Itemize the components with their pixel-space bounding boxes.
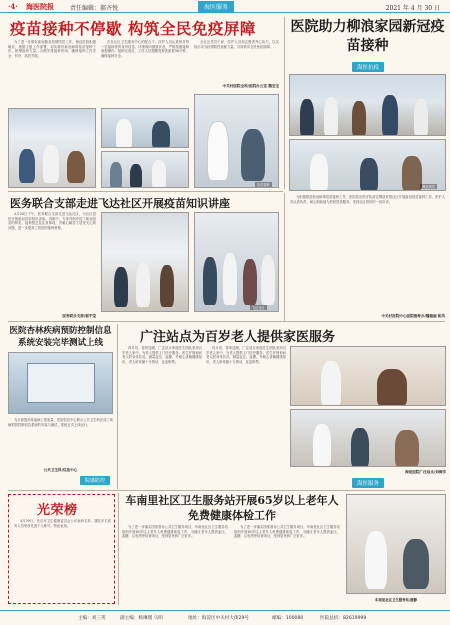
screen-shape <box>27 363 95 403</box>
article2-photo-label: 柳浪家园 <box>422 185 435 189</box>
photo-figure <box>223 253 237 305</box>
article1-photo-nurse <box>194 94 279 188</box>
article4-title: 医院杏林疾病预防控制信息系统安装完毕测试上线 <box>9 326 112 348</box>
article5-tag: 海医服务 <box>352 478 384 488</box>
page-footer <box>0 610 450 625</box>
page-number: ·4· <box>8 2 18 11</box>
article1-title: 疫苗接种不停歇 构筑全民免疫屏障 <box>10 19 256 38</box>
photo-figure <box>360 158 378 191</box>
article7-col1: 为了进一步落实国家基本公共卫生服务项目，车南里社区卫生服务站组织开展65岁以上老年人免费健康体检工作，为辖区老年人提供血压、血糖、心电图等检查项目，受到居民的广泛好评。 <box>122 525 228 539</box>
article4-body: 为全面提高传染病上报质量，医院信息中心联合公共卫生科完成了疾病预防控制信息系统的安装与测试，系统正式上线运行。 <box>8 418 113 427</box>
article2-body: 为积极推进新冠病毒疫苗接种工作，医院派出医疗队前往柳浪家园社区开展新冠疫苗接种工作。医护人员认真负责，耐心细致地为居民提供服务，受到社区居民的一致好评。 <box>290 195 445 204</box>
photo-figure <box>321 361 341 406</box>
article5-col1: 四月初，春风送暖，广注站点家庭医生团队来到百岁老人家中，为老人提供上门医疗服务。医生仔细询问老人的身体状况，测量血压、血糖，并耐心讲解健康知识，老人和家属十分感动，连连称赞。 <box>122 346 202 364</box>
photo-figure <box>19 149 35 183</box>
photo-figure <box>203 257 217 305</box>
photo-figure <box>136 263 150 307</box>
article4-photo-software <box>8 352 113 414</box>
footer-phone: 医院总机：82619999 <box>320 616 367 621</box>
article1-photo-doctor <box>101 108 189 148</box>
article7-photo-checkup <box>346 494 446 594</box>
footer-address: 地址：海淀区中关村大街29号 <box>188 616 249 621</box>
column-divider <box>118 493 119 605</box>
column-divider <box>117 324 118 489</box>
article2-title: 医院助力柳浪家园新冠疫苗接种 <box>290 19 445 54</box>
article5-title: 广注站点为百岁老人提供家医服务 <box>140 330 336 345</box>
article1-photo-label: 疫苗接种 <box>257 183 270 187</box>
section-divider <box>8 321 445 322</box>
footer-deputy-editor: 副主编：杨琳瑾 马明 <box>120 616 163 621</box>
article3-photo-label: 飞达社区 <box>252 306 265 310</box>
article5-col2: 四月初，春风送暖，广注站点家庭医生团队来到百岁老人家中，为老人提供上门医疗服务。医生仔细询问老人的身体状况，测量血压、血糖，并耐心讲解健康知识，老人和家属十分感动，连连称赞。 <box>206 346 286 364</box>
article1-col2: 在各社区卫生服务中心的配合下，医护人员认真核对每一位接种者的身份信息，详细询问健康状况，严格按照接种流程操作。接种完成后，工作人员提醒受种者留观30分钟，确保接种安全。 <box>101 40 189 58</box>
page-header <box>0 0 450 13</box>
photo-figure <box>152 121 170 148</box>
column-badge: 海医服务 <box>198 1 234 12</box>
article4-credit: 公共卫生科/信息中心 <box>43 468 78 472</box>
photo-figure <box>152 160 166 188</box>
photo-figure <box>403 539 429 589</box>
column-divider <box>284 17 285 189</box>
article3-photo-lecture <box>101 212 189 312</box>
article3-title: 医务联合支部走进飞达社区开展疫苗知识讲座 <box>10 197 230 210</box>
photo-figure <box>67 151 85 183</box>
photo-figure <box>352 101 366 136</box>
photo-figure <box>365 531 387 589</box>
photo-figure <box>395 430 419 467</box>
editor-line: 责任编辑：郝齐悦 <box>70 4 119 12</box>
section-divider <box>8 490 445 491</box>
photo-figure <box>43 145 59 183</box>
issue-date: 2021 年 4 月 30 日 <box>385 4 440 12</box>
honor-roll-body: 4月29日，北京市卫生健康委员会公布表彰名单，我院多名医务人员荣获先进个人称号，特此表扬。 <box>14 519 111 528</box>
photo-figure <box>241 129 265 181</box>
honor-roll-box <box>8 494 115 604</box>
column-divider <box>284 193 285 321</box>
article7-col2: 为了进一步落实国家基本公共卫生服务项目，车南里社区卫生服务站组织开展65岁以上老年人免费健康体检工作，为辖区老年人提供血压、血糖、心电图等检查项目，受到居民的广泛好评。 <box>234 525 340 539</box>
article1-photo-hall <box>8 108 96 188</box>
photo-figure <box>300 99 314 136</box>
newspaper-name: 海医院报 <box>26 2 54 11</box>
article3-body: 4月20日下午，医务联合支部走进飞达社区，为社区居民开展新冠疫苗知识讲座。讲座中，专家详细介绍了新冠疫苗的种类、接种禁忌及注意事项，并耐心解答了居民关心的问题，进一步提高了居民的接种意愿。 <box>8 212 96 230</box>
photo-figure <box>207 121 229 181</box>
photo-figure <box>402 156 422 191</box>
photo-figure <box>116 119 132 148</box>
photo-figure <box>313 424 331 467</box>
honor-roll-title: 光荣榜 <box>37 503 78 518</box>
section-divider <box>8 191 283 192</box>
photo-figure <box>130 164 142 188</box>
photo-figure <box>160 265 174 307</box>
article2-photo-queue <box>289 74 446 136</box>
article1-photo-queue <box>101 151 189 188</box>
photo-figure <box>243 259 257 305</box>
article2-credit: 中关村医院中心医院接种办/魏瑞丽 和风 <box>381 314 445 318</box>
photo-figure <box>324 97 338 136</box>
article5-photo-visit <box>290 409 446 467</box>
photo-figure <box>110 162 122 188</box>
article3-photo-group <box>194 212 279 312</box>
article2-tag: 海医抗疫 <box>352 62 384 72</box>
article3-credit: 医务联合支部/郭宇莹 <box>62 314 96 318</box>
article7-title: 车南里社区卫生服务站开展65岁以上老年人免费健康体检工作 <box>125 494 339 522</box>
photo-figure <box>414 99 428 136</box>
article1-col1: 为了进一步做好新冠肺炎疫情防控工作，海淀医院积极响应，根据上级工作部署，切实做好新冠病毒疫苗接种工作，统筹组织力量，合理安排接种时间，确保接种工作安全、有序、高效开展。 <box>8 40 96 58</box>
article5-photo-elder <box>290 346 446 406</box>
article1-col3: 全社区党员干部、医护人员和志愿者齐心协力，以实际行动为疫情防控贡献力量，共同筑牢全民免疫屏障。 <box>194 40 279 49</box>
photo-figure <box>114 267 128 307</box>
photo-figure <box>351 428 369 467</box>
article5-credit: 海淀医院广注站点/刘海学 <box>405 470 446 474</box>
photo-figure <box>261 255 275 305</box>
footer-postcode: 邮编：100080 <box>272 616 304 621</box>
article4-tag: 院感防控 <box>80 476 110 485</box>
photo-figure <box>310 154 328 191</box>
photo-figure <box>377 369 407 406</box>
photo-figure <box>382 95 398 136</box>
article7-credit: 车南里社区卫生服务站/谢静 <box>375 598 417 602</box>
article1-credit: 中关村医院全科/医院办公室 魏宝宝 <box>222 84 279 88</box>
footer-chief-editor: 主编：刘三英 <box>78 616 106 621</box>
